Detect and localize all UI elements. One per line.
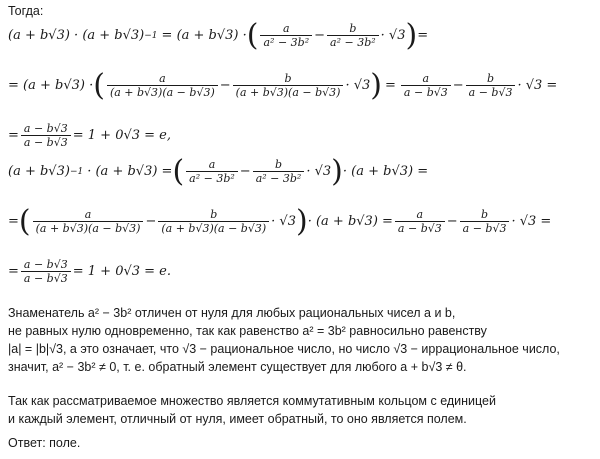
- eq1-paren-open: (: [246, 17, 259, 53]
- paragraph-1-line-2: не равных нулю одновременно, так как равенство a² = 3b² равносильно равенству: [8, 324, 487, 338]
- eq1-exponent: −1: [144, 30, 158, 41]
- eq2-start: = (a + b√3) ·: [8, 78, 94, 93]
- eq6-start: =: [8, 264, 19, 279]
- eq1-fraction-1: $\frac{a}{\text{a² − 3b²}}$: [260, 22, 312, 49]
- eq1-end: =: [417, 28, 429, 43]
- equation-5: = ( $\frac{a}{(a + b√3)(a - b√3)}$ − $\frac{b}{(a + b√3)(a - b√3)}$ · √3 ) · (a + b√3) = $\frac{a}{a - b√3}$ − $\frac{b}{a - b√3}$ · √3 =: [8, 203, 552, 239]
- paragraph-1-line-3: |a| = |b|√3, а это означает, что √3 − рациональное число, но число √3 − иррациональное число,: [8, 342, 560, 356]
- eq4-tail: · √3: [306, 164, 332, 179]
- equation-6: [8, 258, 171, 285]
- eq4-paren-close: ): [331, 153, 343, 189]
- answer-text: Ответ: поле.: [8, 436, 81, 450]
- eq5-paren-close: ): [295, 203, 308, 239]
- equation-3: [8, 122, 171, 149]
- paragraph-2: [8, 392, 496, 428]
- eq3-fraction: $\frac{a - b√3}{a - b√3}$: [21, 122, 71, 149]
- eq1-paren-close: ): [405, 17, 418, 53]
- equation-4: (a + b√3) −1 · (a + b√3) = ( $\frac{a}{\text{a² − 3b²}}$ − $\frac{b}{\text{a² − 3b²}}$ · √3 ) · (a + b√3) =: [8, 153, 429, 189]
- eq2-paren-close: ): [370, 67, 383, 103]
- eq4-mid: · (a + b√3) =: [87, 164, 173, 179]
- eq5-start: =: [8, 214, 19, 229]
- eq2-fraction-2: $\frac{b}{(a + b√3)(a - b√3)}$: [233, 72, 344, 99]
- eq5-tail-2: · √3 =: [511, 214, 552, 229]
- eq1-rhs-start: = (a + b√3) ·: [161, 28, 247, 43]
- eq6-rest: = 1 + 0√3 = e.: [72, 264, 171, 279]
- eq5-paren-open: (: [18, 203, 31, 239]
- intro-text: Тогда:: [8, 4, 44, 18]
- eq2-tail-2: · √3 =: [517, 78, 558, 93]
- eq4-exponent: −1: [69, 166, 84, 177]
- paragraph-1-line-1: Знаменатель a² − 3b² отличен от нуля для любых рациональных чисел a и b,: [8, 306, 456, 320]
- equation-2: = (a + b√3) · ( $\frac{a}{(a + b√3)(a - b√3)}$ − $\frac{b}{(a + b√3)(a - b√3)}$ · √3 ) = $\frac{a}{a - b√3}$ − $\frac{b}{a - b√3}$ · √3 =: [8, 67, 558, 103]
- eq1-fraction-2: $\frac{b}{\text{a² − 3b²}}$: [327, 22, 379, 49]
- eq4-fraction-1: $\frac{a}{\text{a² − 3b²}}$: [186, 158, 238, 185]
- equation-1: (a + b√3) · (a + b√3) −1 = (a + b√3) · ( $\frac{a}{\text{a² − 3b²}}$ − $\frac{b}{\text{a² − 3b²}}$ · √3 ) =: [8, 17, 429, 53]
- eq5-fraction-1: $\frac{a}{(a + b√3)(a - b√3)}$: [33, 208, 144, 235]
- eq5-fraction-4: $\frac{b}{a - b√3}$: [460, 208, 510, 235]
- eq2-fraction-4: $\frac{b}{a - b√3}$: [466, 72, 516, 99]
- eq5-mid: · (a + b√3) =: [307, 214, 393, 229]
- paragraph-1-line-4: значит, a² − 3b² ≠ 0, т. е. обратный элемент существует для любого a + b√3 ≠ θ.: [8, 360, 467, 374]
- eq1-tail: · √3: [380, 28, 406, 43]
- eq6-fraction: $\frac{a - b√3}{a - b√3}$: [21, 258, 71, 285]
- eq3-rest: = 1 + 0√3 = e,: [72, 128, 171, 143]
- eq4-lhs: (a + b√3): [8, 164, 70, 179]
- eq4-paren-open: (: [172, 153, 185, 189]
- eq2-paren-open: (: [93, 67, 105, 103]
- paragraph-2-line-2: и каждый элемент, отличный от нуля, имеет обратный, то оно является полем.: [8, 412, 467, 426]
- eq4-end: · (a + b√3) =: [342, 164, 429, 179]
- eq5-fraction-3: $\frac{a}{a - b√3}$: [395, 208, 445, 235]
- eq2-tail: · √3: [345, 78, 371, 93]
- eq3-start: =: [8, 128, 19, 143]
- eq2-mid: =: [385, 78, 396, 93]
- eq5-tail: · √3: [271, 214, 296, 229]
- paragraph-1: [8, 304, 560, 376]
- eq4-fraction-2: $\frac{b}{\text{a² − 3b²}}$: [253, 158, 305, 185]
- eq5-fraction-2: $\frac{b}{(a + b√3)(a - b√3)}$: [158, 208, 269, 235]
- eq1-lhs: (a + b√3) · (a + b√3): [8, 28, 145, 43]
- paragraph-2-line-1: Так как рассматриваемое множество является коммутативным кольцом с единицей: [8, 394, 496, 408]
- eq2-fraction-3: $\frac{a}{a - b√3}$: [401, 72, 451, 99]
- eq2-fraction-1: $\frac{a}{(a + b√3)(a - b√3)}$: [107, 72, 218, 99]
